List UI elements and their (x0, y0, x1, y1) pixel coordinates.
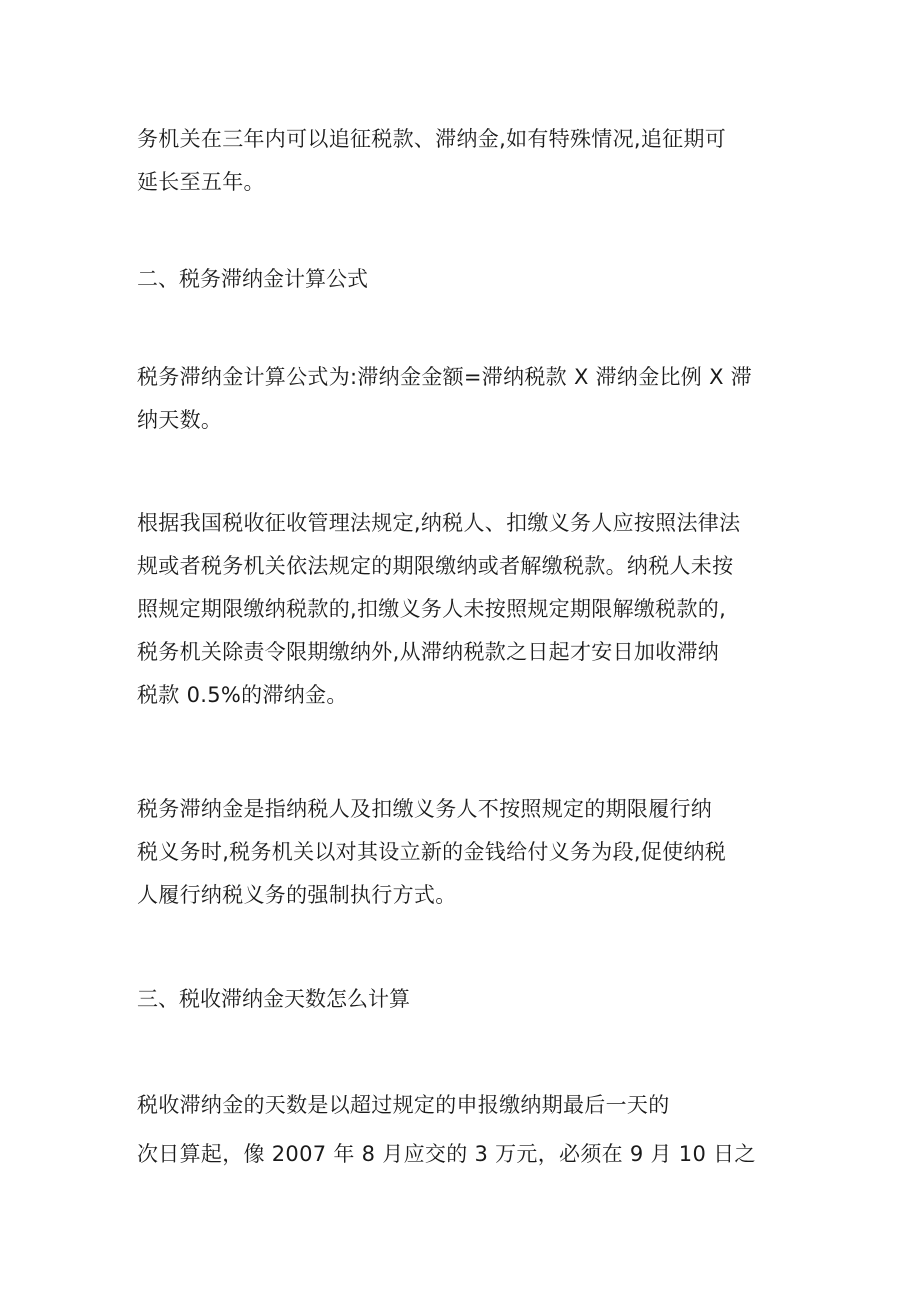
text-line: 次日算起，像 2007 年 8 月应交的 3 万元，必须在 9 月 10 日之 (137, 1142, 756, 1166)
section-heading-days: 三、税收滞纳金天数怎么计算 (137, 987, 410, 1011)
text-line: 税务滞纳金是指纳税人及扣缴义务人不按照规定的期限履行纳 (137, 797, 713, 821)
text-line: 照规定期限缴纳税款的,扣缴义务人未按照规定期限解缴税款的, (137, 597, 727, 621)
paragraph-statute-of-limitations (137, 118, 797, 204)
text-line: 延长至五年。 (137, 170, 265, 194)
text-line: 人履行纳税义务的强制执行方式。 (137, 883, 457, 907)
paragraph-formula (137, 356, 797, 442)
text-line: 税收滞纳金的天数是以超过规定的申报缴纳期最后一天的 (137, 1093, 670, 1117)
text-line: 规或者税务机关依法规定的期限缴纳或者解缴税款。纳税人未按 (137, 554, 734, 578)
text-line: 根据我国税收征收管理法规定,纳税人、扣缴义务人应按照法律法 (137, 511, 741, 535)
paragraph-legal-basis (137, 502, 797, 717)
text-line: 纳天数。 (137, 408, 223, 432)
text-line: 税务滞纳金计算公式为:滞纳金金额=滞纳税款 X 滞纳金比例 X 滞 (137, 365, 753, 389)
section-heading-formula: 二、税务滞纳金计算公式 (137, 267, 368, 291)
text-line: 税务机关除责令限期缴纳外,从滞纳税款之日起才安日加收滞纳 (137, 640, 720, 664)
text-line: 税义务时,税务机关以对其设立新的金钱给付义务为段,促使纳税 (137, 840, 727, 864)
paragraph-days-calculation (137, 1084, 797, 1176)
paragraph-definition (137, 788, 797, 917)
text-line: 税款 0.5%的滞纳金。 (137, 683, 348, 707)
text-line: 务机关在三年内可以追征税款、滞纳金,如有特殊情况,追征期可 (137, 127, 727, 151)
